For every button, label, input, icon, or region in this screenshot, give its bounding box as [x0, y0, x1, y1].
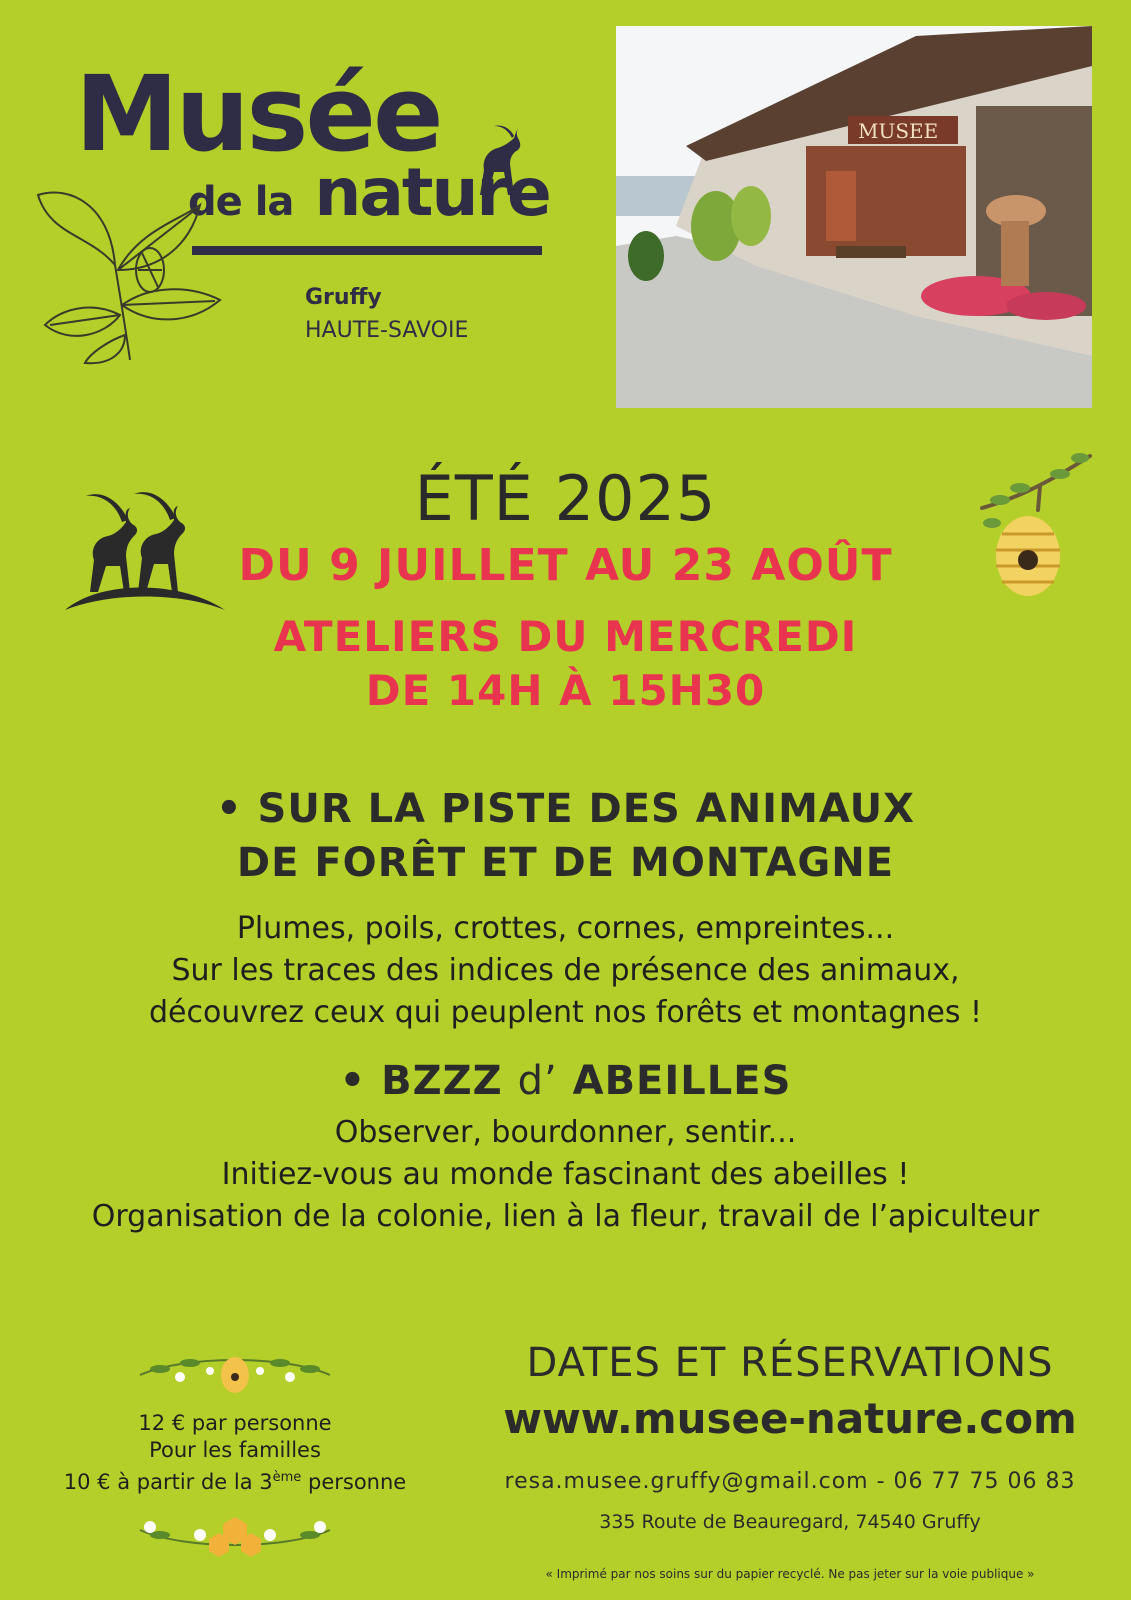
dates-line: DU 9 JUILLET AU 23 AOÛT: [238, 540, 893, 591]
leaves-drawing-icon: [30, 175, 230, 365]
activity1-desc-line: découvrez ceux qui peuplent nos forêts et montagnes !: [148, 995, 983, 1030]
activity2-desc-line: Initiez-vous au monde fascinant des abeilles !: [221, 1157, 910, 1192]
activity2-title-c: ABEILLES: [572, 1058, 792, 1104]
price-line: 12 € par personne: [138, 1411, 332, 1435]
contact-title: DATES ET RÉSERVATIONS: [526, 1340, 1054, 1386]
activity2-desc-line: Organisation de la colonie, lien à la fleur, travail de l’apiculteur: [91, 1199, 1040, 1234]
activity1-description: [0, 908, 1131, 1034]
prices: [30, 1410, 440, 1496]
activity2-title-a: • BZZZ: [339, 1058, 503, 1104]
activity2-title: [0, 1058, 1131, 1104]
footnote: « Imprimé par nos soins sur du papier recyclé. Ne pas jeter sur la voie publique »: [545, 1567, 1035, 1581]
season-title: ÉTÉ 2025: [414, 462, 717, 535]
price-line: Pour les familles: [149, 1438, 321, 1462]
activity1-title-line1: • SUR LA PISTE DES ANIMAUX: [216, 786, 915, 832]
logo-town: Gruffy: [305, 285, 382, 310]
logo-region: HAUTE-SAVOIE: [305, 318, 469, 343]
logo-subtitle-big: nature: [314, 154, 550, 231]
flower-garland-icon: [135, 1505, 335, 1565]
logo-subtitle-small: de la: [188, 179, 294, 225]
activity1-desc-line: Sur les traces des indices de présence des animaux,: [171, 953, 960, 988]
workshop-hours: DE 14H À 15H30: [365, 666, 766, 715]
activity2-description: [0, 1112, 1131, 1238]
ibex-icon: [470, 120, 530, 200]
website-link[interactable]: www.musee-nature.com: [503, 1394, 1077, 1443]
activity2-desc-line: Observer, bourdonner, sentir...: [334, 1115, 797, 1150]
workshop-days: ATELIERS DU MERCREDI: [273, 612, 858, 661]
activity1-desc-line: Plumes, poils, crottes, cornes, empreintes...: [236, 911, 895, 946]
price-line3-a: 10 € à partir de la 3: [63, 1470, 273, 1494]
logo-title: Musée: [75, 53, 441, 175]
price-line: [30, 1464, 440, 1496]
logo-underline: [192, 246, 542, 255]
address: 335 Route de Beauregard, 74540 Gruffy: [599, 1511, 981, 1533]
activity1-title-line2: DE FORÊT ET DE MONTAGNE: [236, 840, 895, 886]
price-line3-sup: ème: [272, 1470, 302, 1485]
price-line3-b: personne: [301, 1470, 407, 1494]
email-phone[interactable]: resa.musee.gruffy@gmail.com - 06 77 75 06 83: [504, 1469, 1076, 1494]
flower-garland-icon: [135, 1345, 335, 1401]
museum-photo: [616, 26, 1092, 408]
photo-sign: MUSEE: [858, 119, 939, 143]
activity2-title-b: d’: [517, 1058, 558, 1104]
